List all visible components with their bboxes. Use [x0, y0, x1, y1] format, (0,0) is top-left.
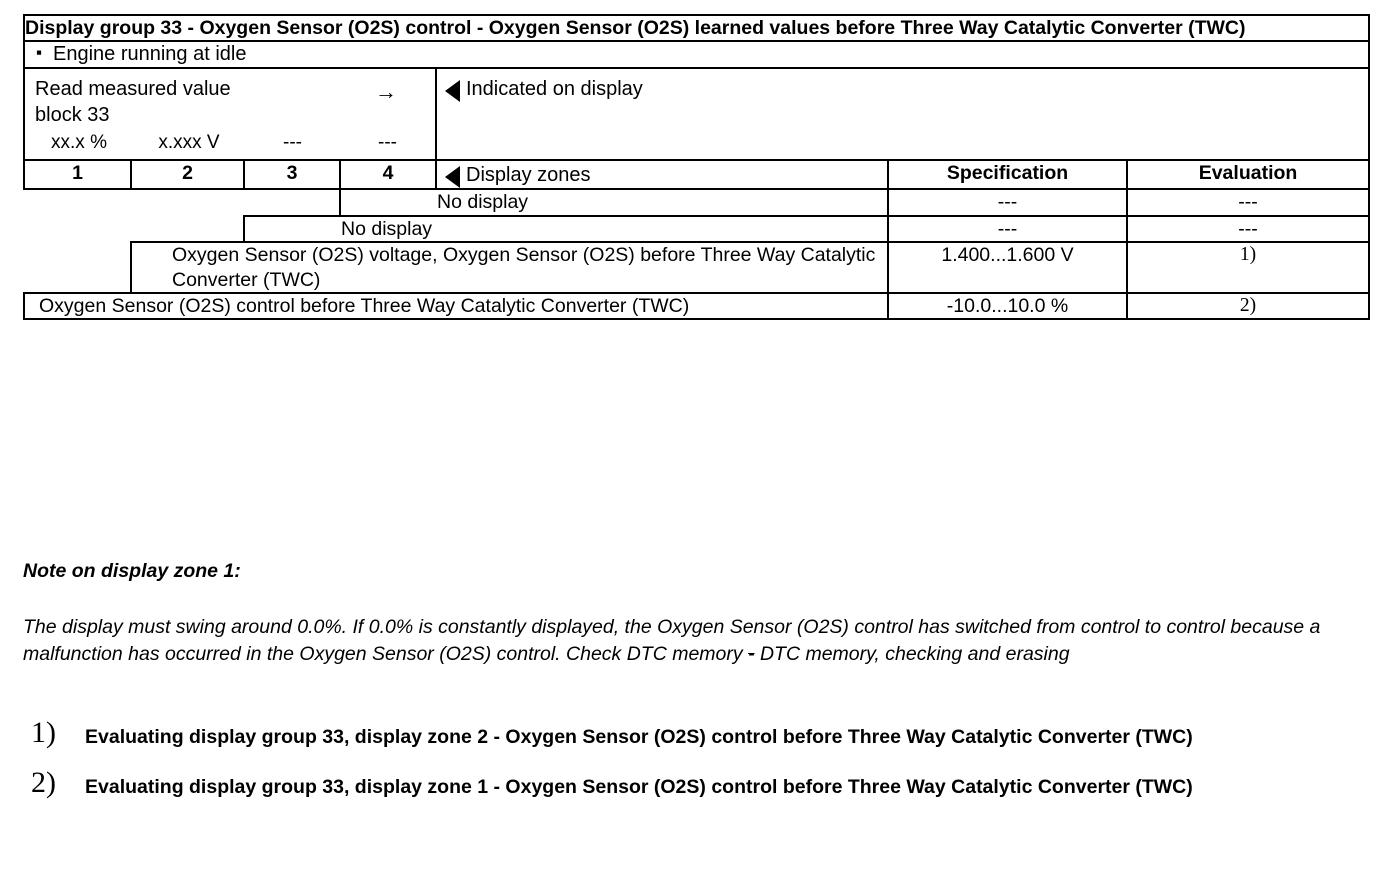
row-specification-2: --- — [888, 216, 1127, 242]
indicated-on-display-label: Indicated on display — [466, 78, 643, 101]
measured-value-1: xx.x % — [51, 132, 107, 154]
row-specification-1: --- — [888, 189, 1127, 215]
row-specification-4: -10.0...10.0 % — [888, 293, 1127, 319]
arrow-right-icon: → — [375, 79, 397, 105]
read-measured-value-row — [24, 68, 1369, 160]
row-evaluation-4: 2) — [1127, 293, 1369, 319]
table-row — [24, 242, 1369, 293]
zone-number-1: 1 — [24, 160, 131, 189]
precondition-row — [24, 41, 1369, 68]
row-description-1: No display — [340, 189, 888, 215]
read-measured-value-cell — [24, 68, 436, 160]
row-evaluation-3: 1) — [1127, 242, 1369, 293]
measured-value-4: --- — [378, 132, 397, 154]
table-row — [24, 293, 1369, 319]
footnote-text-1: Evaluating display group 33, display zone 2 - Oxygen Sensor (O2S) control before Three Way Catalytic Converter (TWC) — [85, 726, 1193, 748]
bullet-icon: ▪ — [35, 43, 43, 63]
footnote-marker-2: 2) — [31, 766, 56, 800]
table-row — [24, 216, 1369, 242]
read-block-label-line1: Read measured value — [35, 78, 231, 101]
indicated-on-display-cell — [436, 68, 1369, 160]
evaluation-header: Evaluation — [1127, 160, 1369, 189]
row-description-2: No display — [244, 216, 888, 242]
measured-value-3: --- — [283, 132, 302, 154]
zone-header-row — [24, 160, 1369, 189]
table-title-row — [24, 15, 1369, 41]
footnote-marker-1: 1) — [31, 716, 56, 749]
note-body-part2: DTC memory, checking and erasing — [754, 642, 1070, 665]
measured-value-block-table — [23, 14, 1370, 320]
precondition-cell — [24, 41, 1369, 68]
specification-header: Specification — [888, 160, 1127, 189]
measured-value-2: x.xxx V — [158, 132, 220, 154]
footnotes-list — [23, 718, 1373, 819]
note-separator: - — [748, 642, 755, 665]
note-body-part1: The display must swing around 0.0%. If 0.0% is constantly displayed, the Oxygen Sensor (O2S) control has switched from control to control because a malfunction has occurred in the Oxygen Sensor (O2S) control. Check DTC memory — [23, 616, 1321, 665]
footnote-item — [23, 768, 1373, 800]
row-description-3: Oxygen Sensor (O2S) voltage, Oxygen Sensor (O2S) before Three Way Catalytic Converter (TWC) — [131, 242, 888, 293]
display-zones-label: Display zones — [466, 164, 591, 187]
note-title: Note on display zone 1: — [23, 560, 241, 582]
note-body — [23, 614, 1343, 668]
triangle-left-icon — [445, 166, 460, 188]
footnote-item — [23, 718, 1373, 750]
zone-number-2: 2 — [131, 160, 244, 189]
row-specification-3: 1.400...1.600 V — [888, 242, 1127, 293]
zone-number-4: 4 — [340, 160, 436, 189]
read-block-label-line2: block 33 — [35, 104, 110, 127]
row-evaluation-2: --- — [1127, 216, 1369, 242]
display-zones-cell — [436, 160, 888, 189]
row-evaluation-1: --- — [1127, 189, 1369, 215]
footnote-text-2: Evaluating display group 33, display zone 1 - Oxygen Sensor (O2S) control before Three Way Catalytic Converter (TWC) — [85, 776, 1193, 799]
table-row — [24, 189, 1369, 215]
precondition-text: Engine running at idle — [53, 43, 247, 66]
zone-number-3: 3 — [244, 160, 340, 189]
triangle-left-icon — [445, 80, 460, 102]
table-title: Display group 33 - Oxygen Sensor (O2S) control - Oxygen Sensor (O2S) learned values before Three Way Catalytic Converter (TWC) — [24, 15, 1369, 41]
row-description-4: Oxygen Sensor (O2S) control before Three Way Catalytic Converter (TWC) — [24, 293, 888, 319]
